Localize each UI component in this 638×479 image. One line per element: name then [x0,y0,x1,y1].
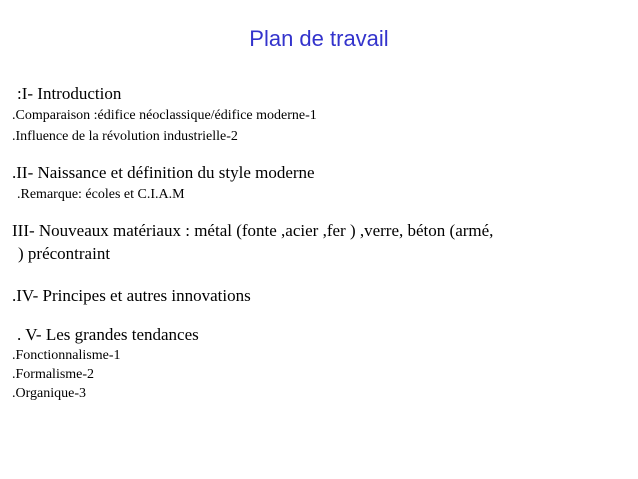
section-tendances: . V- Les grandes tendances [17,325,199,344]
item-formalisme: .Formalisme-2 [12,367,95,382]
item-organique: .Organique-3 [12,386,86,401]
section-materiaux: III- Nouveaux matériaux : métal (fonte ,acier ,fer ) ,verre, béton (armé, [12,221,494,240]
item-influence: .Influence de la révolution industrielle-2 [12,129,238,144]
section-principes: .IV- Principes et autres innovations [12,286,251,305]
section-materiaux-continued: ) précontraint [18,244,111,263]
item-remarque: .Remarque: écoles et C.I.A.M [17,187,185,202]
section-naissance: .II- Naissance et définition du style moderne [12,163,315,182]
item-comparaison: .Comparaison :édifice néoclassique/édifice moderne-1 [12,108,317,123]
section-introduction: :I- Introduction [17,84,122,103]
slide-title: Plan de travail [249,26,389,51]
item-fonctionnalisme: .Fonctionnalisme-1 [12,348,121,363]
